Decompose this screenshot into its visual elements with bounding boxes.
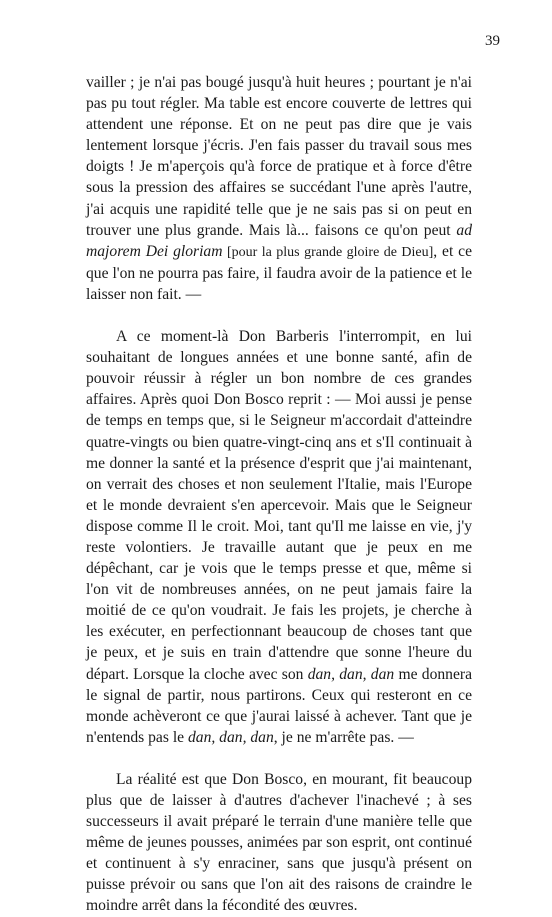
paragraph-2-text: A ce moment-là Don Barberis l'interrompit, en lui souhaitant de longues années et une bonne santé, afin de pouvoir réussir à régler un bon nombre de ces grandes affaires. Après quoi Don Bosco reprit : — Moi aussi je pense de temps en temps que, si le Seigneur m'accordait d'atteindre quatre-vingts ou bien quatre-vingt-cinq ans et s'Il continuait à me donner la santé et la présence d'esprit que j'ai maintenant, on verrait des choses et non seulement l'Italie, mais l'Europe et le monde devraient s'en apercevoir. Mais que le Seigneur dispose comme Il le croit. Moi, tant qu'Il me laisse en vie, j'y reste volontiers. Je travaille autant que je peux en me dépêchant, car je vois que le temps presse et que, même si l'on vit de nombreuses années, on ne peut jamais faire la moitié de ce qu'on voudrait. Je fais les projets, je cherche à les exécuter, en perfectionnant beaucoup de choses tant que je peux, et je suis en train d'attendre que sonne l'heure du départ. Lorsque la cloche avec son (86, 328, 472, 683)
paragraph-2 (86, 326, 472, 748)
paragraph-1 (86, 72, 472, 305)
bell-sound-1: dan, dan, dan (307, 665, 395, 683)
translation-bracket: [pour la plus grande gloire de Dieu] (222, 244, 434, 260)
paragraph-1-end: , et ce que l'on ne pourra pas faire, il faudra avoir de la patience et le laisser non fait. — (86, 242, 473, 303)
paragraph-2-middle: me donnera le signal de partir, nous partirons. Ceux qui resteront en ce monde achèveront ce que j'aurai laissé à achever. Tant que je n'entends pas le (86, 665, 473, 746)
paragraph-1-text: vailler ; je n'ai pas bougé jusqu'à huit heures ; pourtant je n'ai pas pu tout régler. Ma table est encore couverte de lettres qui attendent une réponse. Et on ne peut pas dire que je vais lentement lorsque j'écris. J'en fais passer du travail sous mes doigts ! Je m'aperçois qu'à force de pratique et à force d'être sous la pression des affaires se succédant l'une après l'autre, j'ai acquis une rapidité telle que je ne sais pas si on peut en trouver une plus grande. Mais là... faisons ce qu'on peut (86, 74, 472, 239)
latin-phrase: ad majorem Dei gloriam (86, 221, 472, 260)
bell-sound-2: dan, dan, dan (187, 728, 274, 746)
body-text (86, 72, 472, 917)
paragraph-2-end: , je ne m'arrête pas. — (273, 728, 414, 746)
paragraph-3: La réalité est que Don Bosco, en mourant, fit beaucoup plus que de laisser à d'autres d'achever l'inachevé ; à ses successeurs il avait préparé le terrain d'une manière telle que même de jeunes pousses, animées par son esprit, ont continué et continuent à s'y enraciner, sans que jusqu'à présent on puisse prévoir ou sans que l'on ait des raisons de craindre le moindre arrêt dans la fécondité des œuvres. (86, 770, 472, 915)
page-number: 39 (485, 33, 500, 49)
